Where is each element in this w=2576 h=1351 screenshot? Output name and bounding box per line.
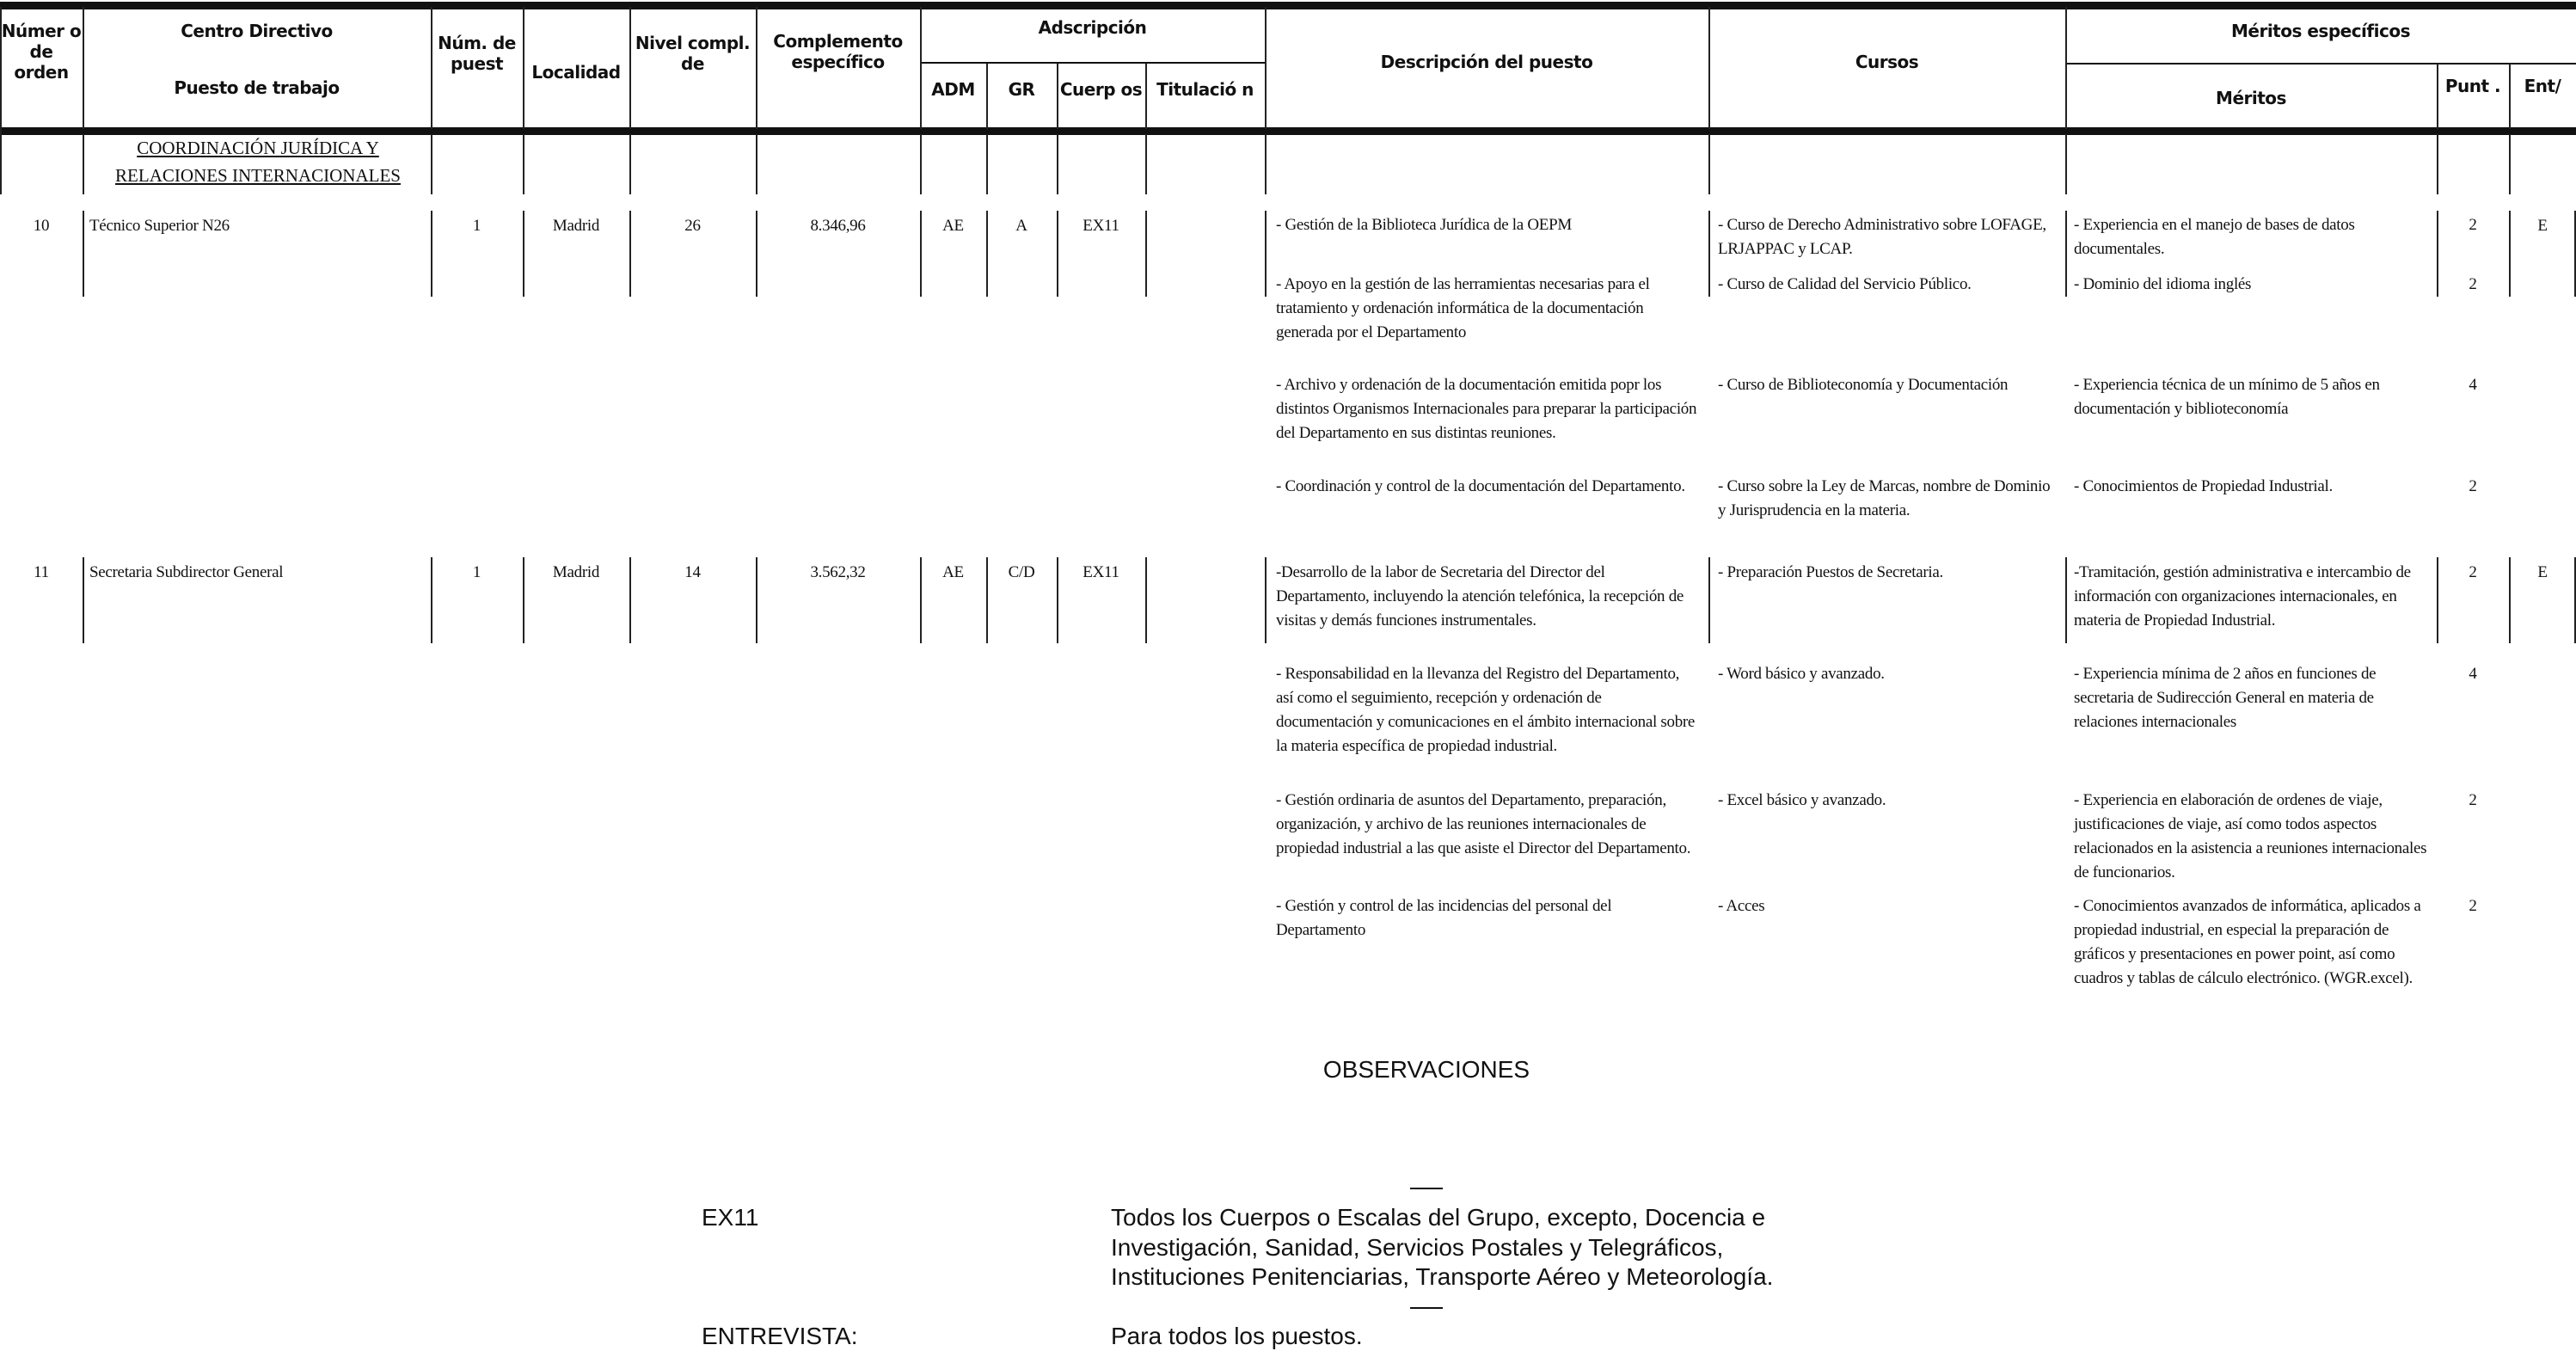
column-rule [2065, 557, 2067, 643]
header-descripcion: Descripción del puesto [1380, 52, 1593, 72]
header-complemento: Complemento específico [773, 31, 903, 72]
column-rule [1145, 134, 1147, 194]
header-top-rule [0, 2, 2576, 9]
column-rule [2065, 7, 2067, 129]
merit-points: 4 [2469, 376, 2477, 394]
column-rule [629, 7, 631, 129]
description-item: - Gestión de la Biblioteca Jurídica de la OEPM [1276, 216, 1572, 234]
merit-item: - Experiencia técnica de un mínimo de 5 años en documentación y biblioteconomía [2074, 376, 2380, 418]
entrevista-label: ENTREVISTA: [702, 1323, 858, 1349]
column-rule [1145, 211, 1147, 297]
header-meritos-especificos: Méritos específicos [2231, 21, 2410, 41]
column-rule [986, 134, 988, 194]
num-positions: 1 [472, 217, 481, 235]
column-rule [920, 134, 922, 194]
header-adscripcion: Adscripción [1038, 17, 1147, 38]
ex11-line-3: Instituciones Penitenciarias, Transporte Aéreo y Meteorología. [1111, 1263, 1774, 1290]
row-number: 11 [34, 563, 49, 581]
merit-points: 2 [2469, 791, 2477, 809]
course-item: - Excel básico y avanzado. [1718, 791, 1886, 809]
header-adm: ADM [931, 79, 975, 100]
adm: AE [942, 563, 964, 581]
column-rule [1265, 7, 1267, 129]
header-gr: GR [1008, 79, 1035, 100]
merit-item: - Experiencia en el manejo de bases de datos documentales. [2074, 216, 2355, 258]
cuerpos: EX11 [1083, 217, 1119, 235]
description-item: - Archivo y ordenación de la documentación emitida popr los distintos Organismos Internacionales para preparar la participación del Departamento en sus distintas reuniones. [1276, 376, 1697, 442]
column-rule [2437, 64, 2438, 129]
column-rule [83, 557, 84, 643]
column-rule [1265, 557, 1267, 643]
column-rule [1145, 64, 1147, 129]
row-number: 10 [33, 217, 50, 235]
merit-item: - Conocimientos avanzados de informática, aplicados a propiedad industrial, en especial la preparación de gráficos y presentaciones en power point, así como cuadros y tablas de cálculo electrónico. (WGR.excel). [2074, 897, 2421, 987]
level: 26 [684, 217, 701, 235]
observaciones-title: OBSERVACIONES [1322, 1056, 1530, 1083]
column-rule [2437, 134, 2438, 194]
column-rule [1145, 557, 1147, 643]
location: Madrid [552, 217, 600, 235]
separator [1410, 1188, 1443, 1189]
job-title: Secretaria Subdirector General [89, 563, 284, 581]
column-rule [1057, 64, 1058, 129]
column-rule [0, 7, 2, 194]
ent: E [2537, 563, 2548, 581]
column-rule [523, 7, 524, 129]
ex11-line-1: Todos los Cuerpos o Escalas del Grupo, excepto, Docencia e [1111, 1204, 1766, 1231]
header-meritos: Méritos [2216, 88, 2286, 108]
meritos-rule [2065, 63, 2576, 64]
column-rule [431, 7, 432, 129]
group: C/D [1008, 563, 1035, 581]
description-item: - Apoyo en la gestión de las herramientas necesarias para el tratamiento y ordenación informática de la documentación generada por el Departamento [1276, 275, 1650, 341]
column-rule [1265, 211, 1267, 297]
course-item: - Curso de Biblioteconomía y Documentación [1718, 376, 2009, 394]
header-cursos: Cursos [1855, 52, 1919, 72]
merit-item: -Tramitación, gestión administrativa e intercambio de información con organizaciones internacionales, en materia de Propiedad Industrial. [2074, 563, 2411, 629]
merit-points: 2 [2469, 477, 2477, 495]
header-ent: Ent/ [2524, 76, 2561, 96]
group: A [1015, 217, 1027, 235]
description-item: - Coordinación y control de la documentación del Departamento. [1276, 477, 1685, 495]
merit-points: 2 [2469, 275, 2477, 293]
merit-item: - Dominio del idioma inglés [2074, 275, 2252, 293]
ex11-line-2: Investigación, Sanidad, Servicios Postales y Telegráficos, [1111, 1234, 1724, 1261]
column-rule [920, 7, 922, 129]
column-rule [1057, 134, 1058, 194]
description-item: -Desarrollo de la labor de Secretaria del Director del Departamento, incluyendo la atención telefónica, la recepción de visitas y demás funciones instrumentales. [1276, 563, 1684, 629]
merit-item: - Conocimientos de Propiedad Industrial. [2074, 477, 2333, 495]
complement: 8.346,96 [810, 217, 866, 235]
course-item: - Word básico y avanzado. [1718, 665, 1885, 683]
header-numero: Númer o de orden [1, 21, 82, 83]
description-item: - Responsabilidad en la llevanza del Registro del Departamento, así como el seguimiento, recepción y ordenación de documentación y comunicaciones en el ámbito internacional sobre la materia específica de propiedad industrial. [1276, 665, 1696, 755]
column-rule [2065, 134, 2067, 194]
column-rule [2509, 64, 2511, 129]
column-rule [523, 134, 524, 194]
header-localidad: Localidad [531, 62, 621, 83]
header-titulacion: Titulació n [1156, 79, 1254, 100]
course-item: - Preparación Puestos de Secretaria. [1718, 563, 1943, 581]
merit-points: 2 [2469, 897, 2477, 915]
column-rule [2509, 134, 2511, 194]
job-title: Técnico Superior N26 [89, 217, 230, 235]
column-rule [1708, 557, 1710, 643]
merit-points: 4 [2469, 665, 2477, 683]
column-rule [756, 7, 757, 129]
location: Madrid [552, 563, 600, 581]
column-rule [1708, 7, 1710, 129]
ent: E [2537, 217, 2548, 235]
header-punt: Punt . [2444, 76, 2501, 96]
column-rule [83, 211, 84, 297]
column-rule [83, 134, 84, 194]
entrevista-value: Para todos los puestos. [1111, 1323, 1363, 1349]
column-rule [756, 134, 757, 194]
course-item: - Curso sobre la Ley de Marcas, nombre de Dominio y Jurisprudencia en la materia. [1718, 477, 2051, 519]
column-rule [1265, 134, 1267, 194]
complement: 3.562,32 [810, 563, 866, 581]
cuerpos: EX11 [1083, 563, 1119, 581]
header-centro: Centro Directivo [181, 21, 333, 41]
merit-points: 2 [2469, 216, 2477, 234]
column-rule [2065, 211, 2067, 297]
header-nivel: Nivel compl. de [635, 33, 751, 74]
ex11-label: EX11 [702, 1204, 759, 1231]
merit-points: 2 [2469, 563, 2477, 581]
header-cuerpos: Cuerp os [1059, 79, 1143, 100]
column-rule [83, 7, 84, 129]
course-item: - Curso de Calidad del Servicio Público. [1718, 275, 1972, 293]
separator [1410, 1307, 1443, 1309]
level: 14 [684, 563, 701, 581]
column-rule [1708, 134, 1710, 194]
column-rule [986, 64, 988, 129]
merit-item: - Experiencia en elaboración de ordenes de viaje, justificaciones de viaje, así como todos aspectos relacionados en la asistencia a reuniones internacionales de funcionarios. [2074, 791, 2427, 881]
column-rule [1708, 211, 1710, 297]
course-item: - Curso de Derecho Administrativo sobre LOFAGE, LRJAPPAC y LCAP. [1718, 216, 2046, 258]
column-rule [629, 134, 631, 194]
num-positions: 1 [472, 563, 481, 581]
header-num-puest: Núm. de puest [438, 33, 516, 74]
section-title: COORDINACIÓN JURÍDICA Y RELACIONES INTERNACIONALES [115, 138, 401, 186]
course-item: - Acces [1718, 897, 1765, 915]
column-rule [431, 134, 432, 194]
adscripcion-rule [920, 62, 1265, 64]
header-puesto: Puesto de trabajo [174, 77, 340, 98]
description-item: - Gestión ordinaria de asuntos del Departamento, preparación, organización, y archivo de las reuniones internacionales de propiedad industrial a las que asiste el Director del Departamento. [1276, 791, 1691, 857]
description-item: - Gestión y control de las incidencias del personal del Departamento [1276, 897, 1612, 939]
merit-item: - Experiencia mínima de 2 años en funciones de secretaria de Sudirección General en materia de relaciones internacionales [2074, 665, 2377, 731]
adm: AE [942, 217, 964, 235]
